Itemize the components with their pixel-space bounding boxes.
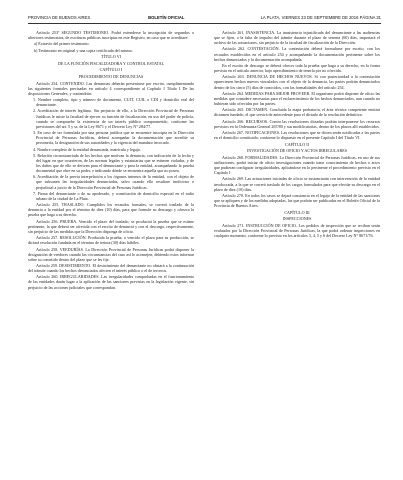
section-heading: TÍTULO VI xyxy=(100,54,122,60)
paragraph: 4. Nombre completo de la entidad denunciada, matrícula y legajo. xyxy=(33,146,141,152)
paragraph: Artículo 270. En todos los casos se dejará constancia en el legajo de la entidad de las sanciones que se apliquen y de las medidas adoptadas, las que podrán ser publicadas en el Boletín Oficial de la Provincia de Buenos Aires. xyxy=(214,192,380,209)
section-heading: CAPÍTULO III xyxy=(284,209,310,215)
paragraph: Artículo 255. TRASLADO. Cumplidos los recaudos formales, se correrá traslado de la denuncia a la entidad por el término de diez (10) días, para que formule su descargo y ofrezca la prueba que haga a su derecho. xyxy=(28,202,194,218)
paragraph: 3. En caso de ser formulada por una persona jurídica que se encuentre inscripta en la Dirección Provincial de Personas Jurídicas, deberá acompañar la documentación que acredite su personería, la designación de sus autoridades y la vigencia del mandato invocado. xyxy=(33,130,194,146)
paragraph: a) Extravío del primer testimonio. xyxy=(34,41,90,47)
paragraph: Artículo 262. CONTESTACIÓN. La contestación deberá formularse por escrito, con los recaudos establecidos en el artículo 254 y acompañando la documentación pertinente sobre los hechos denunciados y la documentación acompañada. xyxy=(214,46,380,62)
header-publication: BOLETÍN OFICIAL xyxy=(148,15,185,20)
paragraph: 2. Acreditación de interés legítimo. Sin perjuicio de ello, a la Dirección Provincial de Personas Jurídicas le asiste la facultad de ejercer su función de fiscalización, en uso del poder de policía, cuando se compruebe la existencia de un interés público comprometido, conforme las previsiones del art. 5 y ss. de la Ley 8671 y el Decreto Ley N° 284/77. xyxy=(33,108,194,129)
paragraph: Artículo 254. CONTENIDO. Las denuncias deberán presentarse por escrito, cumplimentando las siguientes formales precisadas en artículo 4 correspondiente al Capítulo I Título I De las disposiciones Generales, y contendrán: xyxy=(28,80,194,96)
page-header xyxy=(28,13,381,22)
paragraph: Artículo 256. PRUEBA. Vencido el plazo del traslado, se producirá la prueba que se estime pertinente, la que deberá ser ofrecida con el escrito de denuncia y con el descargo, respectivamente, sin perjuicio de las medidas que la Dirección disponga de oficio. xyxy=(28,218,194,234)
paragraph: Artículo 265. DICTAMEN. Concluida la etapa probatoria, el área técnica competente emitirá dictamen fundado, el que servirá de antecedente para el dictado de la resolución definitiva. xyxy=(214,107,380,118)
paragraph: 6. Acreditación de la previa interpelación a los órganos internos de la entidad, con el objeto de que subsanen las irregularidades denunciadas, salvo cuando ello resultare inoficioso o perjudicial a juicio de la Dirección Provincial de Personas Jurídicas. xyxy=(33,174,194,190)
header-date-page: LA PLATA, VIERNES 23 DE SEPTIEMBRE DE 2016 PÁGINA 31 xyxy=(260,15,381,20)
paragraph: En el escrito de descargo se deberá ofrecer toda la prueba que haga a su derecho, en la forma prevista en el artículo anterior, bajo apercibimiento de tenerla por no ofrecida. xyxy=(214,62,380,74)
paragraph: Artículo 260. IRREGULARIDADES. Las irregularidades comprobadas en el funcionamiento de las entidades darán lugar a la aplicación de las sanciones previstas en la legislación vigente, sin perjuicio de las acciones judiciales que correspondan. xyxy=(28,274,194,290)
section-heading: CAPÍTULO I xyxy=(99,67,123,73)
section-heading: INSPECCIONES xyxy=(282,216,312,222)
section-heading: INVESTIGACIÓN DE OFICIO Y ACTOS IRREGULARES xyxy=(246,148,348,154)
paragraph: 1. Nombre completo, tipo y número de documento, CUIT, CUIL o CDI y domicilio real del denunciante. xyxy=(33,97,194,108)
paragraph: Artículo 271. INSTRUCCIÓN DE OFICIO. Los pedidos de inspección que se reciban serán evaluados por la Dirección Provincial de Personas Jurídicas, la que podrá ordenar inspecciones en cualquier momento, conforme lo previsto en los artículos 3, 4, 5 y 6 del Decreto Ley N° 8671/76. xyxy=(214,222,380,239)
paragraph: Artículo 257. RESOLUCIÓN. Producida la prueba, o vencido el plazo para su producción, se dictará resolución fundada en el término de treinta (30) días hábiles. xyxy=(28,235,194,246)
header-province: PROVINCIA DE BUENOS AIRES xyxy=(28,15,91,20)
paragraph: Artículo 268. FORMALIDADES. La Dirección Provincial de Personas Jurídicas, en uso de sus atribuciones, podrá iniciar de oficio investigaciones cuando tome conocimiento de hechos o actos que pudieran configurar irregularidades, aplicándose en lo pertinente el procedimiento previsto en el Capítulo I. xyxy=(214,154,380,176)
left-text-column xyxy=(28,30,194,460)
right-text-column xyxy=(214,30,380,460)
paragraph: Artículo 258. VEEDURÍAS. La Dirección Provincial de Personas Jurídicas podrá disponer la designación de veedores cuando las circunstancias del caso así lo aconsejen, debiendo estos informar sobre su cometido dentro del plazo que se les fije. xyxy=(28,246,194,262)
paragraph: Artículo 259. DESISTIMIENTO. El desistimiento del denunciante no obstará a la continuación del trámite cuando los hechos denunciados afecten el interés público o el de terceros. xyxy=(28,262,194,274)
section-heading: PROCEDIMIENTO DE DENUNCIAS xyxy=(78,74,144,80)
paragraph: Artículo 266. RECURSOS. Contra las resoluciones dictadas podrán interponerse los recursos previstos en la Ordenanza General 267/80 y sus modificatorias, dentro de los plazos allí establecidos. xyxy=(214,118,380,129)
paragraph: Artículo 253º SEGUNDO TESTIMONIO. Podrá extenderse la inscripción de segundos o ulteriores testimonios, de escrituras públicas inscriptas en este Registro, en caso que se acreditare: xyxy=(28,30,194,41)
paragraph: Artículo 269. Las actuaciones iniciadas de oficio se sustanciarán con intervención de la entidad involucrada, a la que se correrá traslado de los cargos formulados para que efectúe su descargo en el plazo de diez (10) días. xyxy=(214,176,380,192)
paragraph: Artículo 263. DENUNCIA DE HECHOS NUEVOS. Si con posterioridad a la contestación apareciesen hechos nuevos vinculados con el objeto de la denuncia, las partes podrán denunciarlos dentro de los cinco (5) días de conocidos, con las formalidades del artículo 254. xyxy=(214,74,380,90)
paragraph: b) Testimonio en original y una copia certificada del mismo. xyxy=(34,47,133,53)
paragraph: 5. Relación circunstanciada de los hechos que motivan la denuncia, con indicación de la fecha y del lugar en que ocurrieron, de las normas legales y estatutarias que se estimen violadas, y de los daños que de ello se deriven para el denunciante y para la entidad, acompañando la prueba documental que obre en su poder, e indicando dónde se encuentra aquella que no posea. xyxy=(33,152,194,174)
paragraph: Artículo 264. MEDIDAS PARA MEJOR PROVEER. El organismo podrá disponer de oficio las medidas que considere necesarias para el esclarecimiento de los hechos denunciados, aun cuando no hubieran sido ofrecidas por las partes. xyxy=(214,90,380,106)
paragraph: Artículo 267. NOTIFICACIONES. Las resoluciones que se dicten serán notificadas a las partes en el domicilio constituido, conforme lo dispuesto en el presente Capítulo I del Título VI. xyxy=(214,130,380,141)
section-heading: DE LA FUNCIÓN FISCALIZADORA Y CONTROL ESTATAL xyxy=(57,60,165,66)
header-divider xyxy=(28,23,381,24)
paragraph: 7. Firma del denunciante o de su apoderado, y constitución de domicilio especial en el radio urbano de la ciudad de La Plata. xyxy=(33,190,194,201)
paragraph: Artículo 261. INASISTENCIA. La inasistencia injustificada del denunciante a las audiencias que se fijen, o la falta de impulso del trámite durante el plazo de sesenta (60) días, importará el archivo de las actuaciones, sin perjuicio de la facultad de fiscalización de la Dirección. xyxy=(214,30,380,46)
section-heading: CAPÍTULO II xyxy=(285,141,309,147)
